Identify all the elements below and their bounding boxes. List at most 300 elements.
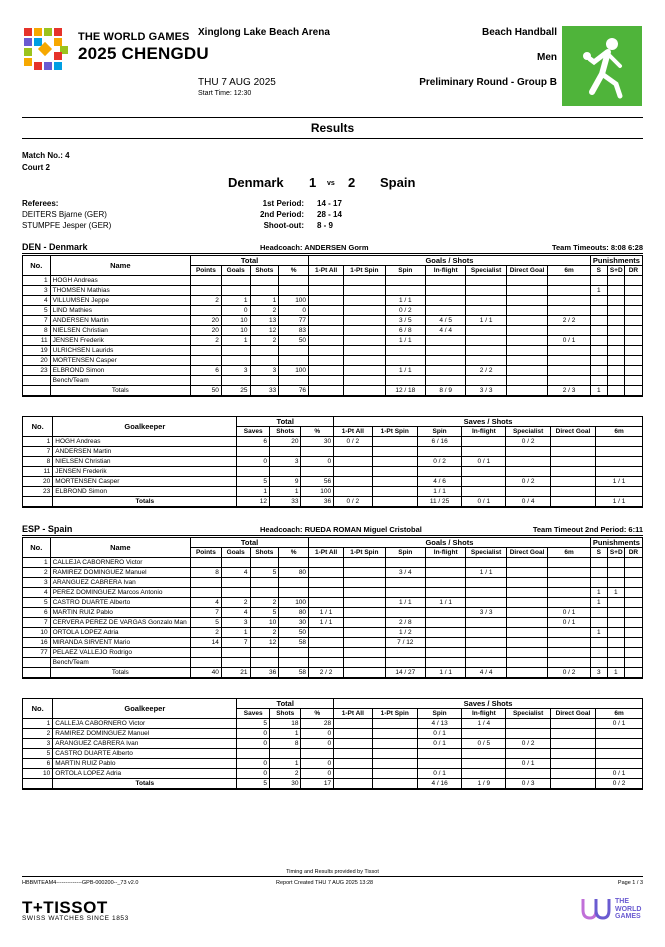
table-cell: CASTRO DUARTE Alberto (53, 749, 237, 759)
table-cell: MORTENSEN Casper (50, 356, 190, 366)
table-cell (344, 316, 385, 326)
table-cell: 1 (270, 487, 301, 497)
table-cell (466, 658, 506, 668)
column-header: Goals (221, 548, 250, 558)
shootout-score: 8 - 9 (317, 221, 334, 230)
round: Preliminary Round - Group B (419, 77, 557, 88)
table-cell: 0 / 5 (462, 739, 506, 749)
table-cell: 33 (250, 386, 279, 397)
table-cell: 1 / 1 (385, 366, 425, 376)
table-cell: 5 (23, 749, 53, 759)
table-cell (624, 296, 642, 306)
table-cell (506, 487, 550, 497)
table-cell: 11 (23, 336, 51, 346)
table-cell (624, 588, 642, 598)
table-cell: 2 (250, 598, 279, 608)
table-cell (344, 386, 385, 397)
table-cell: 1 (590, 588, 607, 598)
table-cell (548, 346, 591, 356)
table-cell (309, 568, 344, 578)
table-cell (462, 447, 506, 457)
table-cell: 3 (23, 578, 51, 588)
table-cell (334, 487, 372, 497)
table-cell (466, 588, 506, 598)
table-cell (191, 306, 222, 316)
column-header: 1-Pt All (334, 427, 372, 437)
table-cell: 2 (250, 306, 279, 316)
table-cell: 2 (23, 568, 51, 578)
table-cell: 3 / 5 (385, 316, 425, 326)
table-cell (334, 749, 372, 759)
table-cell (426, 296, 466, 306)
table-cell (506, 628, 547, 638)
column-header: % (301, 427, 334, 437)
table-cell: 14 (191, 638, 222, 648)
column-header: 1-Pt All (309, 548, 344, 558)
table-cell: 1 (607, 668, 624, 679)
table-cell (590, 326, 607, 336)
table-cell (385, 356, 425, 366)
table-cell (279, 658, 309, 668)
table-cell (426, 578, 466, 588)
table-cell (237, 447, 270, 457)
column-header: Goals (221, 266, 250, 276)
table-cell: JENSEN Frederik (50, 336, 190, 346)
gk-totals-row (23, 497, 643, 508)
table-cell (550, 739, 595, 749)
table-cell (426, 618, 466, 628)
player-row (23, 618, 643, 628)
table-cell: ARANGUEZ CABRERA Ivan (53, 739, 237, 749)
goalkeeper-row (23, 457, 643, 467)
den-divider (22, 253, 643, 254)
table-cell: 58 (279, 638, 309, 648)
table-cell (344, 346, 385, 356)
table-cell: 2 (270, 769, 301, 779)
table-cell: 4 (23, 588, 51, 598)
table-cell: 80 (279, 568, 309, 578)
table-cell (344, 608, 385, 618)
table-cell (550, 467, 595, 477)
table-cell (221, 578, 250, 588)
table-cell (462, 749, 506, 759)
table-cell: 2 / 2 (466, 366, 506, 376)
shootout-label: Shoot-out: (263, 221, 304, 230)
table-cell (466, 628, 506, 638)
table-cell (506, 386, 547, 397)
column-header: Direct Goal (506, 266, 547, 276)
table-cell (309, 336, 344, 346)
table-cell (590, 638, 607, 648)
totals-row (23, 668, 643, 679)
column-header: 6m (596, 709, 643, 719)
page-title: Results (310, 121, 355, 135)
table-cell: 8 (270, 739, 301, 749)
table-cell (309, 356, 344, 366)
table-cell: 11 (23, 467, 53, 477)
column-header: S+D (607, 548, 624, 558)
table-cell (309, 316, 344, 326)
table-cell (372, 477, 417, 487)
world-games-footer-icon (580, 896, 612, 922)
table-cell (548, 638, 591, 648)
table-cell: 4 (23, 296, 51, 306)
table-cell (607, 628, 624, 638)
table-cell (426, 608, 466, 618)
table-cell: 1 (23, 276, 51, 286)
table-cell (548, 588, 591, 598)
table-cell (466, 558, 506, 568)
table-cell: 3 (250, 366, 279, 376)
table-cell: 6 / 8 (385, 326, 425, 336)
column-header: Specialist (506, 427, 550, 437)
table-cell (462, 487, 506, 497)
table-cell (550, 487, 595, 497)
table-cell: 100 (279, 366, 309, 376)
table-cell: 7 (221, 638, 250, 648)
player-row (23, 366, 643, 376)
table-cell: 0 / 2 (417, 457, 461, 467)
twg-line-1: THE (615, 898, 629, 905)
table-cell: 6 (23, 759, 53, 769)
table-cell (221, 648, 250, 658)
table-cell: 1 / 2 (385, 628, 425, 638)
table-cell (466, 376, 506, 386)
team-b-score: 2 (348, 175, 356, 190)
totals-row (23, 386, 643, 397)
column-header: Name (50, 256, 190, 276)
table-cell: 36 (301, 497, 334, 508)
column-header: Spin (385, 548, 425, 558)
table-cell: 4 (221, 568, 250, 578)
table-cell (607, 598, 624, 608)
table-cell: 5 (191, 618, 222, 628)
table-cell: 0 / 3 (506, 779, 550, 790)
den-goalkeeper-table (22, 416, 643, 508)
table-cell: 0 / 2 (334, 437, 372, 447)
table-cell (590, 618, 607, 628)
column-header: No. (23, 538, 51, 558)
table-cell (426, 336, 466, 346)
table-cell (344, 376, 385, 386)
table-cell: 1 (23, 437, 53, 447)
table-cell: 20 (191, 316, 222, 326)
goalkeeper-row (23, 477, 643, 487)
table-cell: 40 (191, 668, 222, 679)
column-header: DR (624, 548, 642, 558)
table-cell (334, 759, 372, 769)
table-cell (372, 487, 417, 497)
player-row (23, 648, 643, 658)
table-cell (466, 336, 506, 346)
table-cell (309, 306, 344, 316)
table-cell (385, 346, 425, 356)
column-header: In-flight (462, 427, 506, 437)
player-row (23, 376, 643, 386)
table-cell: RAMIREZ DOMINGUEZ Manuel (50, 568, 190, 578)
table-cell (309, 628, 344, 638)
table-cell (624, 558, 642, 568)
table-cell (344, 578, 385, 588)
column-header: No. (23, 699, 53, 719)
table-cell (23, 497, 53, 508)
column-header: Shots (250, 266, 279, 276)
table-cell: ORTOLA LOPEZ Adria (53, 769, 237, 779)
table-cell: 3 / 4 (385, 568, 425, 578)
period2-label: 2nd Period: (259, 210, 304, 219)
table-cell (221, 276, 250, 286)
table-cell (344, 568, 385, 578)
table-cell (466, 296, 506, 306)
column-header: 1-Pt Spin (372, 427, 417, 437)
twg-line-3: GAMES (615, 913, 641, 920)
table-cell: 1 / 1 (385, 336, 425, 346)
table-cell (221, 588, 250, 598)
table-cell: 1 / 1 (385, 598, 425, 608)
table-cell (506, 467, 550, 477)
table-cell (548, 326, 591, 336)
table-cell: 0 / 1 (417, 739, 461, 749)
table-cell: 1 (607, 588, 624, 598)
table-cell (607, 286, 624, 296)
table-cell (607, 296, 624, 306)
table-cell (548, 648, 591, 658)
table-cell: 0 (301, 769, 334, 779)
table-cell: 21 (221, 668, 250, 679)
column-header: No. (23, 256, 51, 276)
table-cell (309, 276, 344, 286)
table-cell: 1 (270, 759, 301, 769)
goalkeeper-row (23, 729, 643, 739)
table-cell (506, 346, 547, 356)
table-cell (624, 648, 642, 658)
table-cell (506, 658, 547, 668)
column-header: Direct Goal (506, 548, 547, 558)
table-cell (279, 558, 309, 568)
table-cell: 3 (270, 457, 301, 467)
table-cell: 0 / 2 (506, 437, 550, 447)
table-cell (607, 356, 624, 366)
table-cell (607, 306, 624, 316)
gender: Men (537, 52, 557, 63)
table-cell (607, 386, 624, 397)
table-cell: 17 (301, 779, 334, 790)
table-cell: 20 (23, 356, 51, 366)
table-cell: 6 (191, 366, 222, 376)
table-cell: 1 (221, 628, 250, 638)
table-cell (607, 346, 624, 356)
column-header: Saves (237, 427, 270, 437)
table-cell (334, 477, 372, 487)
table-cell: 1 (590, 286, 607, 296)
den-timeouts: Team Timeouts: 8:08 6:28 (551, 243, 643, 252)
table-cell: 1 / 1 (417, 487, 461, 497)
table-cell: 10 (250, 618, 279, 628)
table-cell (385, 608, 425, 618)
column-header: Spin (417, 709, 461, 719)
table-cell (590, 356, 607, 366)
table-cell (607, 578, 624, 588)
table-cell: 0 (237, 729, 270, 739)
table-cell (250, 346, 279, 356)
table-cell (221, 558, 250, 568)
column-header: S+D (607, 266, 624, 276)
table-cell (462, 759, 506, 769)
table-cell (607, 336, 624, 346)
table-cell: 2 (191, 336, 222, 346)
table-cell (506, 578, 547, 588)
table-cell (270, 749, 301, 759)
table-cell: 13 (250, 316, 279, 326)
table-cell (607, 326, 624, 336)
goalkeeper-row (23, 447, 643, 457)
table-cell (279, 578, 309, 588)
table-cell (250, 276, 279, 286)
table-cell: 0 / 2 (334, 497, 372, 508)
table-cell (506, 296, 547, 306)
brand-line-2: 2025 CHENGDU (78, 44, 209, 63)
table-cell: 1 (270, 729, 301, 739)
table-cell (221, 286, 250, 296)
table-cell (426, 346, 466, 356)
table-cell (607, 366, 624, 376)
table-cell (270, 447, 301, 457)
table-cell (279, 346, 309, 356)
table-cell (506, 306, 547, 316)
table-cell: 8 (191, 568, 222, 578)
table-cell (506, 618, 547, 628)
table-cell (191, 376, 222, 386)
table-cell (466, 578, 506, 588)
table-cell (309, 326, 344, 336)
goalkeeper-row (23, 759, 643, 769)
table-cell (385, 588, 425, 598)
table-cell (506, 447, 550, 457)
table-cell (607, 618, 624, 628)
table-cell (590, 376, 607, 386)
den-headcoach: Headcoach: ANDERSEN Gorm (260, 243, 369, 252)
table-cell (372, 759, 417, 769)
player-row (23, 316, 643, 326)
table-cell (506, 588, 547, 598)
table-cell: 23 (23, 487, 53, 497)
table-cell (250, 286, 279, 296)
table-cell: 1 (590, 628, 607, 638)
table-cell: 7 (191, 608, 222, 618)
table-cell (309, 588, 344, 598)
table-cell (250, 658, 279, 668)
table-cell: 0 / 1 (462, 497, 506, 508)
table-cell: 1 / 1 (309, 608, 344, 618)
table-cell: 0 / 1 (596, 719, 643, 729)
table-cell (466, 346, 506, 356)
table-cell: 20 (191, 326, 222, 336)
table-cell: 4 / 6 (417, 477, 461, 487)
table-cell (466, 326, 506, 336)
table-cell: 6 / 16 (417, 437, 461, 447)
column-header: Shots (270, 427, 301, 437)
table-cell (466, 276, 506, 286)
table-cell: 4 / 4 (426, 326, 466, 336)
column-header: DR (624, 266, 642, 276)
table-cell (426, 638, 466, 648)
column-header: 1-Pt All (309, 266, 344, 276)
goalkeeper-row (23, 487, 643, 497)
table-cell (334, 769, 372, 779)
column-header: S (590, 266, 607, 276)
table-cell: 0 / 1 (548, 608, 591, 618)
table-cell: 10 (23, 769, 53, 779)
table-cell (191, 648, 222, 658)
match-date: THU 7 AUG 2025 (198, 77, 276, 88)
table-cell (344, 628, 385, 638)
timing-provider: Timing and Results provided by Tissot (286, 869, 379, 875)
table-cell (417, 447, 461, 457)
table-cell (426, 648, 466, 658)
esp-goalkeeper-table (22, 698, 643, 790)
table-cell (344, 618, 385, 628)
table-cell (426, 306, 466, 316)
table-cell (548, 366, 591, 376)
table-cell: 10 (23, 628, 51, 638)
table-cell (23, 779, 53, 790)
table-cell (590, 346, 607, 356)
table-cell (548, 568, 591, 578)
goalkeeper-row (23, 719, 643, 729)
table-cell: Totals (53, 779, 237, 790)
table-cell (191, 588, 222, 598)
table-cell (334, 467, 372, 477)
table-cell: 0 (301, 729, 334, 739)
table-cell: 12 (237, 497, 270, 508)
table-cell: 0 / 1 (596, 769, 643, 779)
table-cell (221, 376, 250, 386)
table-cell (506, 356, 547, 366)
player-row (23, 628, 643, 638)
table-cell (344, 558, 385, 568)
goalkeeper-row (23, 769, 643, 779)
column-header: Punishments (590, 256, 642, 266)
table-cell (550, 729, 595, 739)
table-cell (590, 608, 607, 618)
table-cell: 12 (250, 326, 279, 336)
table-cell (624, 618, 642, 628)
table-cell (334, 779, 372, 790)
tissot-tagline: SWISS WATCHES SINCE 1853 (22, 915, 129, 922)
table-cell (624, 356, 642, 366)
column-header: Specialist (466, 548, 506, 558)
table-cell: 1 (221, 296, 250, 306)
table-cell (462, 437, 506, 447)
table-cell (466, 286, 506, 296)
table-cell (334, 447, 372, 457)
table-cell: 14 / 27 (385, 668, 425, 679)
table-cell (344, 648, 385, 658)
table-cell (590, 658, 607, 668)
table-cell: 1 (23, 719, 53, 729)
table-cell: 77 (23, 648, 51, 658)
column-header: In-flight (462, 709, 506, 719)
table-cell: 9 (270, 477, 301, 487)
table-cell (624, 568, 642, 578)
table-cell: THOMSEN Mathias (50, 286, 190, 296)
table-cell (624, 628, 642, 638)
table-cell: 0 / 2 (506, 477, 550, 487)
table-cell (550, 477, 595, 487)
table-cell: 3 (23, 739, 53, 749)
table-cell: 2 (23, 729, 53, 739)
table-cell (466, 306, 506, 316)
